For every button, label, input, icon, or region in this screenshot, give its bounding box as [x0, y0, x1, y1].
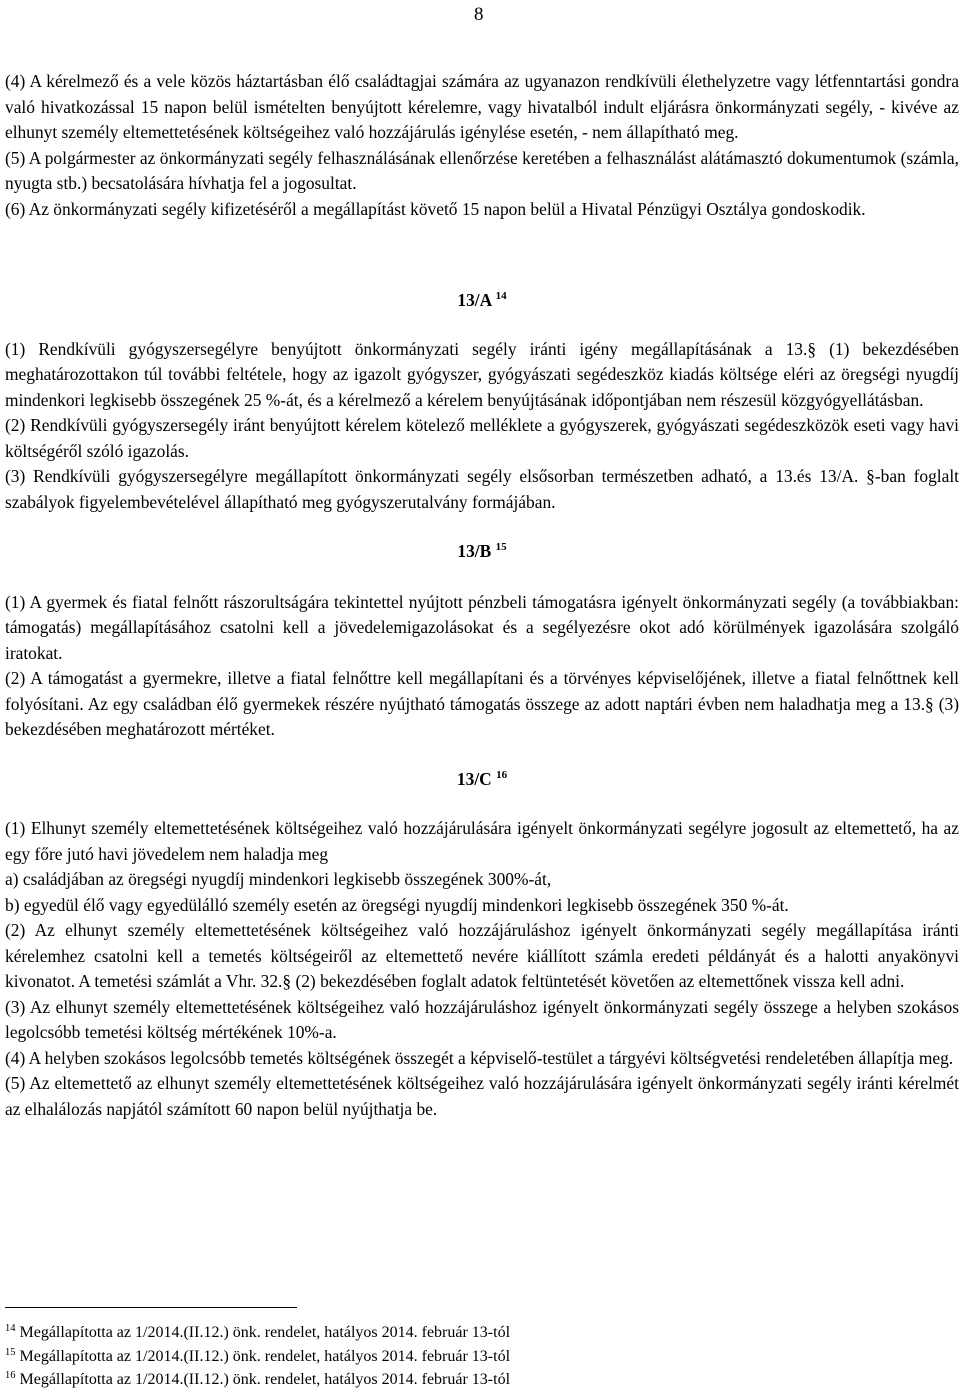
- footnotes: [5, 1321, 510, 1392]
- paragraph: (2) Az elhunyt személy eltemettetésének költségeihez való hozzájáruláshoz igényelt önkormányzati segély megállapítása iránti kérelemhez csatolni kell a temetés költségeiről az eltemettető nevére kiállított számla eredeti példányát és a halotti anyakönyvi kivonatot. A temetési számlát a Vhr. 32.§ (2) bekezdésében foglalt adatok feltüntetését követően az eltemettőnek vissza kell adni.: [5, 920, 959, 991]
- paragraph: (1) Rendkívüli gyógyszersegélyre benyújtott önkormányzati segély iránti igény megállapításának a 13.§ (1) bekezdésében meghatározottakon túl további feltétele, hogy az igazolt gyógyszer, gyógyászati segédeszköz kiadás költsége eléri az öregségi nyugdíj mindenkori legkisebb összegének 25 %-át, és a kérelmező a kérelem benyújtásának időpontjában nem részesül közgyógyellátásban.: [5, 338, 959, 410]
- paragraph: (1) Elhunyt személy eltemettetésének költségeihez való hozzájárulására igényelt önkormányzati segélyre jogosult az eltemettető, ha az egy főre jutó havi jövedelem nem haladja meg: [5, 818, 959, 864]
- document-body: [5, 69, 959, 1122]
- paragraph: (5) A polgármester az önkormányzati segély felhasználásának ellenőrzése keretében a felhasználást alátámasztó dokumentumok (számla, nyugta stb.) becsatolására hívhatja fel a jogosultat.: [5, 147, 959, 193]
- paragraph: (5) Az eltemettető az elhunyt személy eltemettetésének költségeihez való hozzájárulására igényelt önkormányzati segély iránti kérelmét az elhalálozás napjától számított 60 napon belül nyújthatja be.: [5, 1073, 959, 1119]
- paragraph: (4) A helyben szokásos legolcsóbb temetés költségének összegét a képviselő-testület a tárgyévi költségvetési rendeletében állapítja meg.: [5, 1047, 954, 1068]
- paragraph: (3) Az elhunyt személy eltemettetésének költségeihez való hozzájáruláshoz igényelt önkormányzati segély összege a helyben szokásos legolcsóbb temetési költség mértékének 10%-a.: [5, 996, 959, 1042]
- section-title: 13/A: [457, 290, 492, 310]
- paragraph: (2) A támogatást a gyermekre, illetve a fiatal felnőttre kell megállapítani és a törvényes képviselőjének, illetve a fiatal felnőttnek kell folyósítani. Az egy családban élő gyermekek részére nyújtható támogatás összege az adott naptári évben nem haladhatja meg a 13.§ (3) bekezdésében meghatározott mértéket.: [5, 668, 959, 739]
- footnote-14: [5, 1321, 510, 1345]
- footnote-15: [5, 1345, 510, 1369]
- paragraph: a) családjában az öregségi nyugdíj mindenkori legkisebb összegének 300%-át,: [5, 869, 552, 889]
- footnote-16: [5, 1368, 510, 1392]
- footnote-ref[interactable]: 14: [495, 290, 507, 302]
- paragraph: (1) A gyermek és fiatal felnőtt rászorultságára tekintettel nyújtott pénzbeli támogatásra igényelt önkormányzati segély (a továbbiakban: támogatás) megállapításához csatolni kell a jövedelemigazolásokat és a segélyezésre okot adó körülmények igazolására szolgáló iratokat.: [5, 591, 959, 663]
- paragraph: (2) Rendkívüli gyógyszersegély iránt benyújtott kérelem kötelező melléklete a gyógyszerek, gyógyászati segédeszközök eseti vagy havi költségéről szóló igazolás.: [5, 415, 959, 461]
- footnote-number: 15: [5, 1346, 16, 1358]
- section-heading-13b: [5, 539, 959, 565]
- section-title: 13/C: [456, 768, 492, 789]
- footnote-number: 16: [5, 1370, 16, 1381]
- paragraph: (6) Az önkormányzati segély kifizetéséről a megállapítást követő 15 napon belül a Hivatal Pénzügyi Osztálya gondoskodik.: [5, 198, 866, 219]
- footnote-separator: [5, 1307, 297, 1308]
- section-heading-13a: [5, 288, 959, 314]
- footnote-number: 14: [5, 1323, 16, 1334]
- footnote-ref[interactable]: 16: [496, 768, 508, 781]
- page-number: 8: [474, 4, 484, 25]
- section-heading-13c: [5, 767, 959, 793]
- paragraph: (4) A kérelmező és a vele közös háztartásban élő családtagjai számára az ugyanazon rendkívüli élethelyzetre vagy létfenntartási gondra való hivatkozással 15 napon belül ismételten benyújtott kérelemre, vagy hivatalból indult eljárásra önkormányzati segély, - kivéve az elhunyt személy eltemettetésének költségeihez való hozzájárulás igénylése esetén, - nem állapítható meg.: [5, 71, 959, 142]
- footnote-text: Megállapította az 1/2014.(II.12.) önk. rendelet, hatályos 2014. február 13-tól: [19, 1371, 511, 1388]
- footnote-ref[interactable]: 15: [495, 541, 507, 553]
- paragraph: (3) Rendkívüli gyógyszersegélyre megállapított önkormányzati segély elsősorban természetben adható, a 13.és 13/A. §-ban foglalt szabályok figyelembevételével állapítható meg gyógyszerutalvány formájában.: [5, 466, 959, 512]
- paragraph: b) egyedül élő vagy egyedülálló személy esetén az öregségi nyugdíj mindenkori legkisebb összegének 350 %-át.: [5, 894, 789, 915]
- section-title: 13/B: [457, 541, 492, 561]
- footnote-text: Megállapította az 1/2014.(II.12.) önk. rendelet, hatályos 2014. február 13-tól: [19, 1324, 511, 1341]
- footnote-text: Megállapította az 1/2014.(II.12.) önk. rendelet, hatályos 2014. február 13-tól: [19, 1347, 511, 1365]
